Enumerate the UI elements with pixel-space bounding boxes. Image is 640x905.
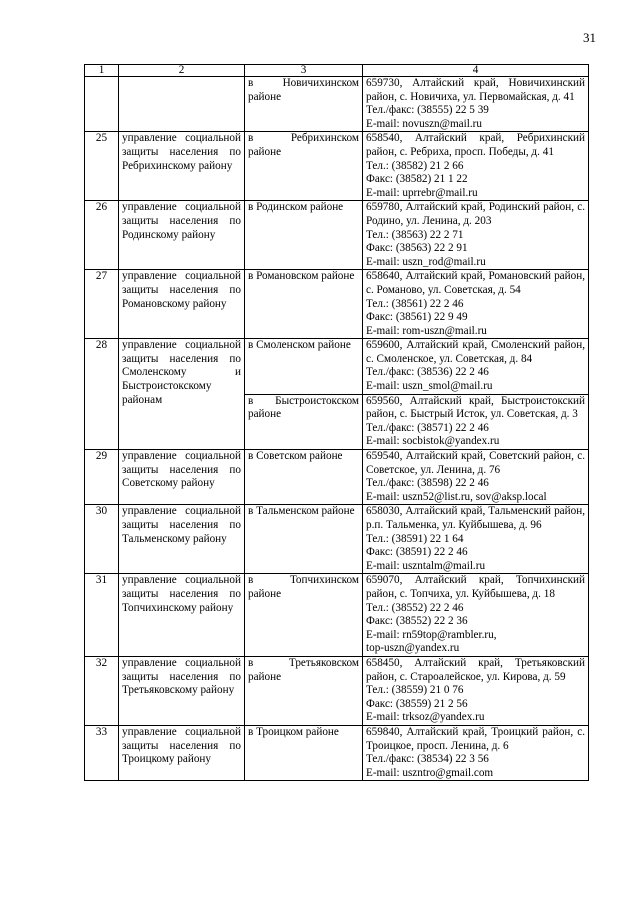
page-number: 31 bbox=[583, 30, 596, 45]
email: E-mail: rom-uszn@mail.ru bbox=[366, 324, 487, 337]
contact-info bbox=[363, 270, 589, 339]
address: 658540, Алтайский край, Ребрихинский район, с. Ребриха, просп. Победы, д. 41 bbox=[366, 132, 585, 158]
district-name: в Быстроистокском районе bbox=[245, 394, 363, 449]
contact-info bbox=[363, 77, 589, 132]
organization-name: управление социальной защиты населения по Ребрихинскому району bbox=[119, 132, 245, 201]
phone: Тел.: (38582) 21 2 66 bbox=[366, 159, 464, 172]
table-row bbox=[85, 77, 589, 132]
phone: Тел./факс: (38536) 22 2 46 bbox=[366, 366, 489, 379]
phone: Тел.: (38559) 21 0 76 bbox=[366, 684, 464, 697]
row-number: 31 bbox=[85, 574, 119, 657]
table-row bbox=[85, 725, 589, 780]
table-row bbox=[85, 656, 589, 725]
table-row bbox=[85, 505, 589, 574]
district-name: в Смоленском районе bbox=[245, 339, 363, 394]
table-row bbox=[85, 574, 589, 657]
phone: Тел./факс: (38571) 22 2 46 bbox=[366, 421, 489, 434]
row-number: 30 bbox=[85, 505, 119, 574]
address: 658640, Алтайский край, Романовский район, с. Романово, ул. Советская, д. 54 bbox=[366, 270, 585, 296]
fax: Факс: (38582) 21 1 22 bbox=[366, 173, 468, 186]
organization-name: управление социальной защиты населения по Троицкому району bbox=[119, 725, 245, 780]
fax: Факс: (38559) 21 2 56 bbox=[366, 697, 468, 710]
contact-info bbox=[363, 450, 589, 505]
address: 659070, Алтайский край, Топчихинский район, с. Топчиха, ул. Куйбышева, д. 18 bbox=[366, 574, 585, 600]
email: E-mail: uszntalm@mail.ru bbox=[366, 559, 486, 572]
email: E-mail: uprrebr@mail.ru bbox=[366, 186, 478, 199]
row-number: 33 bbox=[85, 725, 119, 780]
district-name: в Новичихинском районе bbox=[245, 77, 363, 132]
organization-name: управление социальной защиты населения по Смоленскому и Быстроистокскому районам bbox=[119, 339, 245, 450]
table-row bbox=[85, 201, 589, 270]
contact-info bbox=[363, 339, 589, 394]
email: E-mail: uszn52@list.ru, sov@aksp.local bbox=[366, 490, 547, 503]
header-col-3: 3 bbox=[245, 65, 363, 77]
district-name: в Ребрихинском районе bbox=[245, 132, 363, 201]
address: 658030, Алтайский край, Тальменский район, р.п. Тальменка, ул. Куйбышева, д. 96 bbox=[366, 505, 585, 531]
row-number: 27 bbox=[85, 270, 119, 339]
email: E-mail: rn59top@rambler.ru, bbox=[366, 628, 497, 641]
districts-table bbox=[84, 64, 589, 781]
organization-name: управление социальной защиты населения по Тальменскому району bbox=[119, 505, 245, 574]
email: E-mail: uszn_smol@mail.ru bbox=[366, 380, 493, 393]
table-row bbox=[85, 132, 589, 201]
address: 659840, Алтайский край, Троицкий район, с. Троицкое, просп. Ленина, д. 6 bbox=[366, 725, 585, 752]
organization-name bbox=[119, 77, 245, 132]
contact-info bbox=[363, 201, 589, 270]
contact-info bbox=[363, 394, 589, 449]
organization-name: управление социальной защиты населения по Третьяковскому району bbox=[119, 656, 245, 725]
phone: Тел.: (38561) 22 2 46 bbox=[366, 297, 464, 310]
email: E-mail: trksoz@yandex.ru bbox=[366, 711, 485, 724]
district-name: в Третьяковском районе bbox=[245, 656, 363, 725]
contact-info bbox=[363, 656, 589, 725]
row-number: 29 bbox=[85, 450, 119, 505]
email-secondary: top-uszn@yandex.ru bbox=[366, 642, 460, 655]
address: 659730, Алтайский край, Новичихинский район, с. Новичиха, ул. Первомайская, д. 41 bbox=[366, 77, 585, 103]
row-number: 28 bbox=[85, 339, 119, 450]
address: 659540, Алтайский край, Советский район, с. Советское, ул. Ленина, д. 76 bbox=[366, 450, 585, 476]
district-name: в Романовском районе bbox=[245, 270, 363, 339]
fax: Факс: (38563) 22 2 91 bbox=[366, 242, 468, 255]
contact-info bbox=[363, 132, 589, 201]
header-col-1: 1 bbox=[85, 65, 119, 77]
email: E-mail: uszn_rod@mail.ru bbox=[366, 255, 486, 268]
fax: Факс: (38591) 22 2 46 bbox=[366, 546, 468, 559]
row-number: 32 bbox=[85, 656, 119, 725]
district-name: в Топчихинском районе bbox=[245, 574, 363, 657]
email: E-mail: socbistok@yandex.ru bbox=[366, 435, 500, 448]
table-row bbox=[85, 339, 589, 394]
address: 658450, Алтайский край, Третьяковский район, с. Староалейское, ул. Кирова, д. 59 bbox=[366, 656, 585, 683]
table-header-row bbox=[85, 65, 589, 77]
contact-info bbox=[363, 505, 589, 574]
organization-name: управление социальной защиты населения по Топчихинскому району bbox=[119, 574, 245, 657]
phone: Тел.: (38563) 22 2 71 bbox=[366, 228, 464, 241]
organization-name: управление социальной защиты населения по Родинскому району bbox=[119, 201, 245, 270]
district-name: в Троицком районе bbox=[245, 725, 363, 780]
row-number: 26 bbox=[85, 201, 119, 270]
phone: Тел.: (38552) 22 2 46 bbox=[366, 601, 464, 614]
phone: Тел./факс: (38555) 22 5 39 bbox=[366, 104, 489, 117]
table-row bbox=[85, 270, 589, 339]
contact-info bbox=[363, 725, 589, 780]
district-name: в Советском районе bbox=[245, 450, 363, 505]
fax: Факс: (38552) 22 2 36 bbox=[366, 615, 468, 628]
email: E-mail: novuszn@mail.ru bbox=[366, 117, 482, 130]
address: 659780, Алтайский край, Родинский район, с. Родино, ул. Ленина, д. 203 bbox=[366, 201, 585, 227]
table-row bbox=[85, 450, 589, 505]
phone: Тел./факс: (38534) 22 3 56 bbox=[366, 753, 489, 766]
contact-info bbox=[363, 574, 589, 657]
header-col-2: 2 bbox=[119, 65, 245, 77]
email: E-mail: uszntro@gmail.com bbox=[366, 766, 494, 779]
district-name: в Родинском районе bbox=[245, 201, 363, 270]
header-col-4: 4 bbox=[363, 65, 589, 77]
organization-name: управление социальной защиты населения по Романовскому району bbox=[119, 270, 245, 339]
organization-name: управление социальной защиты населения по Советскому району bbox=[119, 450, 245, 505]
row-number: 25 bbox=[85, 132, 119, 201]
address: 659600, Алтайский край, Смоленский район, с. Смоленское, ул. Советская, д. 84 bbox=[366, 339, 585, 365]
district-name: в Тальменском районе bbox=[245, 505, 363, 574]
phone: Тел./факс: (38598) 22 2 46 bbox=[366, 477, 489, 490]
row-number bbox=[85, 77, 119, 132]
address: 659560, Алтайский край, Быстроистокский район, с. Быстрый Исток, ул. Советская, д. 3 bbox=[366, 394, 585, 421]
phone: Тел.: (38591) 22 1 64 bbox=[366, 532, 464, 545]
fax: Факс: (38561) 22 9 49 bbox=[366, 311, 468, 324]
